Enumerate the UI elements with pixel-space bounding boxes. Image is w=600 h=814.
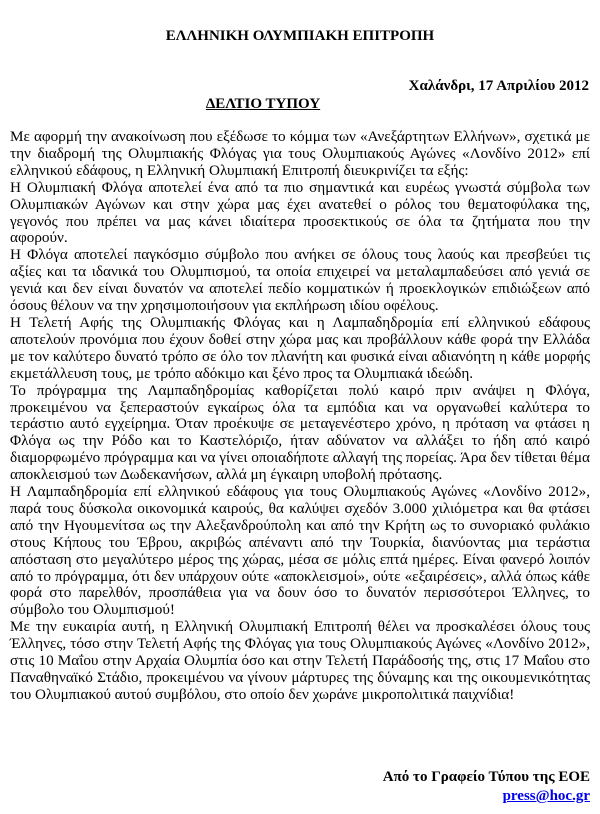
paragraph: Η Λαμπαδηδρομία επί ελληνικού εδάφους για τους Ολυμπιακούς Αγώνες «Λονδίνο 2012», παρά τους δύσκολα οικονομικά καιρούς, θα καλύψει σχεδόν 3.000 χιλιόμετρα και θα φτάσει από την Ηγουμενίτσα ως την Αλεξανδρούπολη και από την Κρήτη ως το συνοριακό φυλάκιο στους Κήπους του Έβρου, ακριβώς απέναντι από την Τουρκία, διανύοντας μια τεράστια απόσταση στο μεγαλύτερο μέρος της χώρας, μέσα σε μόλις επτά ημέρες. Είναι φανερό λοιπόν από το πρόγραμμα, ότι δεν υπάρχουν ούτε «αποκλεισμοί», ούτε «εξαιρέσεις», αλλά όπως κάθε φορά στο παρελθόν, προσπάθεια για να δουν όσο το δυνατόν περισσότεροι Έλληνες, το σύμβολο του Ολυμπισμού! — [10, 483, 590, 619]
signature: Από το Γραφείο Τύπου της ΕΟΕ — [382, 769, 590, 785]
paragraph: Η Ολυμπιακή Φλόγα αποτελεί ένα από τα πιο σημαντικά και ευρέως γνωστά σύμβολα των Ολυμπιακών Αγώνων και στην χώρα μας έχει ανατεθεί ο ρόλος του θεματοφύλακα της, γεγονός που πρέπει να μας κάνει ιδιαίτερα προσεκτικούς σε όλα τα ζητήματα που την αφορούν. — [10, 178, 590, 247]
paragraph: Με αφορμή την ανακοίνωση που εξέδωσε το κόμμα των «Ανεξάρτητων Ελλήνων», σχετικά με την διαδρομή της Ολυμπιακής Φλόγας για τους Ολυμπιακούς Αγώνες «Λονδίνο 2012» επί ελληνικού εδάφους, η Ελληνική Ολυμπιακή Επιτροπή διευκρινίζει τα εξής: — [10, 128, 590, 179]
paragraph: Η Τελετή Αφής της Ολυμπιακής Φλόγας και η Λαμπαδηδρομία επί ελληνικού εδάφους αποτελούν προνόμια που έχουν δοθεί στην χώρα μας και προβάλλουν κάθε φορά την Ελλάδα με τον καλύτερο δυνατό τρόπο σε όλο τον πλανήτη και φυσικά είναι αδιανόητη η κάθε μορφής εκμετάλλευση τους, με τρόπο αδόκιμο και ξένο προς τα Ολυμπιακά ιδεώδη. — [10, 313, 590, 382]
press-release-body — [10, 129, 590, 704]
document-heading: ΔΕΛΤΙΟ ΤΥΠΟΥ — [205, 96, 321, 112]
email-link[interactable]: press@hoc.gr — [502, 788, 590, 804]
paragraph: Η Φλόγα αποτελεί παγκόσμιο σύμβολο που ανήκει σε όλους τους λαούς και πρεσβεύει τις αξίες και τα ιδανικά του Ολυμπισμού, τα οποία επιχειρεί να μεταλαμπαδεύσει από γενιά σε γενιά και δεν είναι δυνατόν να αποτελεί πεδίο κομματικών ή προεκλογικών επιδιώξεων από όσους θέλουν να την χρησιμοποιήσουν για εκπλήρωση ιδίου οφέλους. — [10, 246, 590, 315]
organization-title: ΕΛΛΗΝΙΚΗ ΟΛΥΜΠΙΑΚΗ ΕΠΙΤΡΟΠΗ — [165, 28, 435, 44]
paragraph: Το πρόγραμμα της Λαμπαδηδρομίας καθορίζεται πολύ καιρό πριν ανάψει η Φλόγα, προκειμένου να ξεπεραστούν εγκαίρως όλα τα εμπόδια και να οργανωθεί καλύτερα το τεράστιο αυτό εγχείρημα. Όταν προέκυψε σε μεταγενέστερο χρόνο, η πρόταση να φτάσει η Φλόγα ως την Ρόδο και το Καστελόριζο, ήταν αδύνατον να αλλάξει το ήδη από καιρό διαμορφωμένο πρόγραμμα και να γίνει οποιαδήποτε αλλαγή της πορείας. Άρα δεν τίθεται θέμα αποκλεισμού των Δωδεκανήσων, αλλά μη έγκαιρη υποβολή πρότασης. — [10, 381, 590, 484]
paragraph: Με την ευκαιρία αυτή, η Ελληνική Ολυμπιακή Επιτροπή θέλει να προσκαλέσει όλους τους Έλληνες, τόσο στην Τελετή Αφής της Φλόγας για τους Ολυμπιακούς Αγώνες «Λονδίνο 2012», στις 10 Μαΐου στην Αρχαία Ολυμπία όσο και στην Τελετή Παράδοσής της, στις 17 Μαΐου στο Παναθηναϊκό Στάδιο, προκειμένου να γίνουν μάρτυρες της δύναμης και της οικουμενικότητας του Ολυμπιακού αυτού συμβόλου, στο οποίο δεν χωράνε μικροπολιτικά παιχνίδια! — [10, 618, 590, 703]
date-line: Χαλάνδρι, 17 Απριλίου 2012 — [408, 78, 589, 94]
